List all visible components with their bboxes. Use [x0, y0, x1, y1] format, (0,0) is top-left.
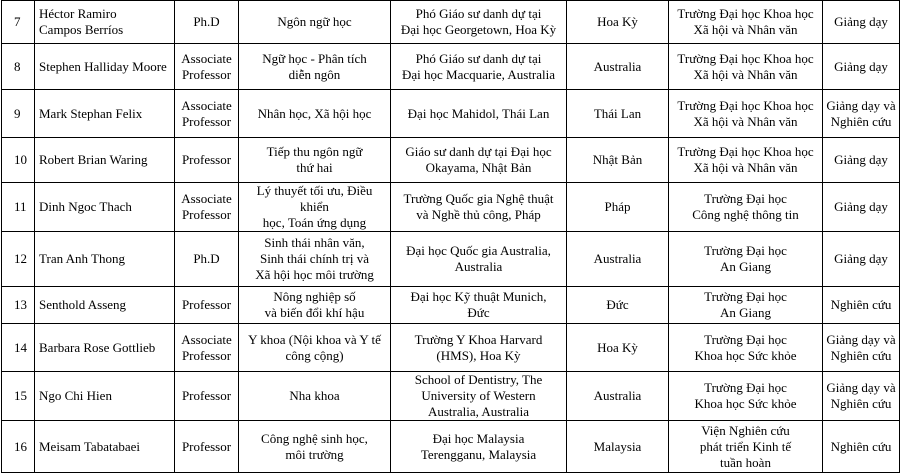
country-cell: Hoa Kỳ: [567, 1, 669, 44]
assigned-task-cell: Giảng dạy: [823, 183, 900, 232]
person-name-cell: Meisam Tabatabaei: [35, 421, 175, 473]
academic-title-cell: Associate Professor: [175, 44, 239, 90]
expertise-field-cell: Công nghệ sinh học, môi trường: [239, 421, 391, 473]
academic-title-cell: Professor: [175, 287, 239, 324]
table-row: [2, 183, 900, 232]
host-unit-cell: Trường Đại học Khoa học Xã hội và Nhân văn: [669, 90, 823, 138]
assigned-task-cell: Giảng dạy và Nghiên cứu: [823, 372, 900, 421]
academic-title-cell: Professor: [175, 421, 239, 473]
assigned-task-cell: Giảng dạy: [823, 138, 900, 183]
row-number-cell: 9: [2, 90, 35, 138]
current-affiliation-cell: Đại học Kỹ thuật Munich, Đức: [391, 287, 567, 324]
expertise-field-cell: Nông nghiệp số và biến đổi khí hậu: [239, 287, 391, 324]
expertise-field-cell: Nhân học, Xã hội học: [239, 90, 391, 138]
country-cell: Australia: [567, 372, 669, 421]
person-name-cell: Ngo Chi Hien: [35, 372, 175, 421]
academic-title-cell: Associate Professor: [175, 183, 239, 232]
country-cell: Australia: [567, 44, 669, 90]
academic-title-cell: Ph.D: [175, 232, 239, 287]
person-name-cell: Mark Stephan Felix: [35, 90, 175, 138]
person-name-cell: Robert Brian Waring: [35, 138, 175, 183]
academic-title-cell: Ph.D: [175, 1, 239, 44]
row-number-cell: 14: [2, 324, 35, 372]
row-number-cell: 8: [2, 44, 35, 90]
person-name-cell: Senthold Asseng: [35, 287, 175, 324]
host-unit-cell: Trường Đại học An Giang: [669, 287, 823, 324]
current-affiliation-cell: School of Dentistry, The University of Western Australia, Australia: [391, 372, 567, 421]
person-name-cell: Stephen Halliday Moore: [35, 44, 175, 90]
row-number-cell: 16: [2, 421, 35, 473]
host-unit-cell: Trường Đại học An Giang: [669, 232, 823, 287]
current-affiliation-cell: Đại học Malaysia Terengganu, Malaysia: [391, 421, 567, 473]
country-cell: Pháp: [567, 183, 669, 232]
assigned-task-cell: Nghiên cứu: [823, 421, 900, 473]
table-row: [2, 44, 900, 90]
academic-title-cell: Professor: [175, 372, 239, 421]
current-affiliation-cell: Đại học Mahidol, Thái Lan: [391, 90, 567, 138]
host-unit-cell: Trường Đại học Khoa học Xã hội và Nhân văn: [669, 44, 823, 90]
assigned-task-cell: Giảng dạy: [823, 232, 900, 287]
row-number-cell: 15: [2, 372, 35, 421]
host-unit-cell: Trường Đại học Công nghệ thông tin: [669, 183, 823, 232]
row-number-cell: 10: [2, 138, 35, 183]
country-cell: Australia: [567, 232, 669, 287]
host-unit-cell: Trường Đại học Khoa học Sức khỏe: [669, 372, 823, 421]
expertise-field-cell: Y khoa (Nội khoa và Y tế công cộng): [239, 324, 391, 372]
country-cell: Đức: [567, 287, 669, 324]
current-affiliation-cell: Trường Quốc gia Nghệ thuật và Nghề thủ công, Pháp: [391, 183, 567, 232]
person-name-cell: Barbara Rose Gottlieb: [35, 324, 175, 372]
lecturer-table: [1, 0, 900, 473]
table-row: [2, 324, 900, 372]
table-row: [2, 1, 900, 44]
person-name-cell: Tran Anh Thong: [35, 232, 175, 287]
country-cell: Hoa Kỳ: [567, 324, 669, 372]
table-row: [2, 90, 900, 138]
table-row: [2, 421, 900, 473]
expertise-field-cell: Ngữ học - Phân tích diễn ngôn: [239, 44, 391, 90]
host-unit-cell: Trường Đại học Khoa học Xã hội và Nhân văn: [669, 138, 823, 183]
host-unit-cell: Trường Đại học Khoa học Xã hội và Nhân văn: [669, 1, 823, 44]
country-cell: Thái Lan: [567, 90, 669, 138]
country-cell: Malaysia: [567, 421, 669, 473]
expertise-field-cell: Nha khoa: [239, 372, 391, 421]
country-cell: Nhật Bản: [567, 138, 669, 183]
assigned-task-cell: Giảng dạy và Nghiên cứu: [823, 90, 900, 138]
assigned-task-cell: Nghiên cứu: [823, 287, 900, 324]
academic-title-cell: Associate Professor: [175, 324, 239, 372]
expertise-field-cell: Sinh thái nhân văn, Sinh thái chính trị và Xã hội học môi trường: [239, 232, 391, 287]
row-number-cell: 7: [2, 1, 35, 44]
current-affiliation-cell: Phó Giáo sư danh dự tại Đại học Georgetown, Hoa Kỳ: [391, 1, 567, 44]
expertise-field-cell: Lý thuyết tối ưu, Điều khiển học, Toán ứng dụng: [239, 183, 391, 232]
assigned-task-cell: Giảng dạy và Nghiên cứu: [823, 324, 900, 372]
current-affiliation-cell: Đại học Quốc gia Australia, Australia: [391, 232, 567, 287]
table-row: [2, 232, 900, 287]
academic-title-cell: Associate Professor: [175, 90, 239, 138]
person-name-cell: Héctor Ramiro Campos Berríos: [35, 1, 175, 44]
host-unit-cell: Trường Đại học Khoa học Sức khỏe: [669, 324, 823, 372]
academic-title-cell: Professor: [175, 138, 239, 183]
current-affiliation-cell: Giáo sư danh dự tại Đại học Okayama, Nhật Bản: [391, 138, 567, 183]
current-affiliation-cell: Phó Giáo sư danh dự tại Đại học Macquarie, Australia: [391, 44, 567, 90]
assigned-task-cell: Giảng dạy: [823, 1, 900, 44]
row-number-cell: 13: [2, 287, 35, 324]
row-number-cell: 12: [2, 232, 35, 287]
host-unit-cell: Viện Nghiên cứu phát triển Kinh tế tuần hoàn: [669, 421, 823, 473]
table-row: [2, 372, 900, 421]
table-body: [2, 1, 900, 473]
current-affiliation-cell: Trường Y Khoa Harvard (HMS), Hoa Kỳ: [391, 324, 567, 372]
assigned-task-cell: Giảng dạy: [823, 44, 900, 90]
expertise-field-cell: Tiếp thu ngôn ngữ thứ hai: [239, 138, 391, 183]
table-row: [2, 287, 900, 324]
table-row: [2, 138, 900, 183]
person-name-cell: Dinh Ngoc Thach: [35, 183, 175, 232]
row-number-cell: 11: [2, 183, 35, 232]
expertise-field-cell: Ngôn ngữ học: [239, 1, 391, 44]
